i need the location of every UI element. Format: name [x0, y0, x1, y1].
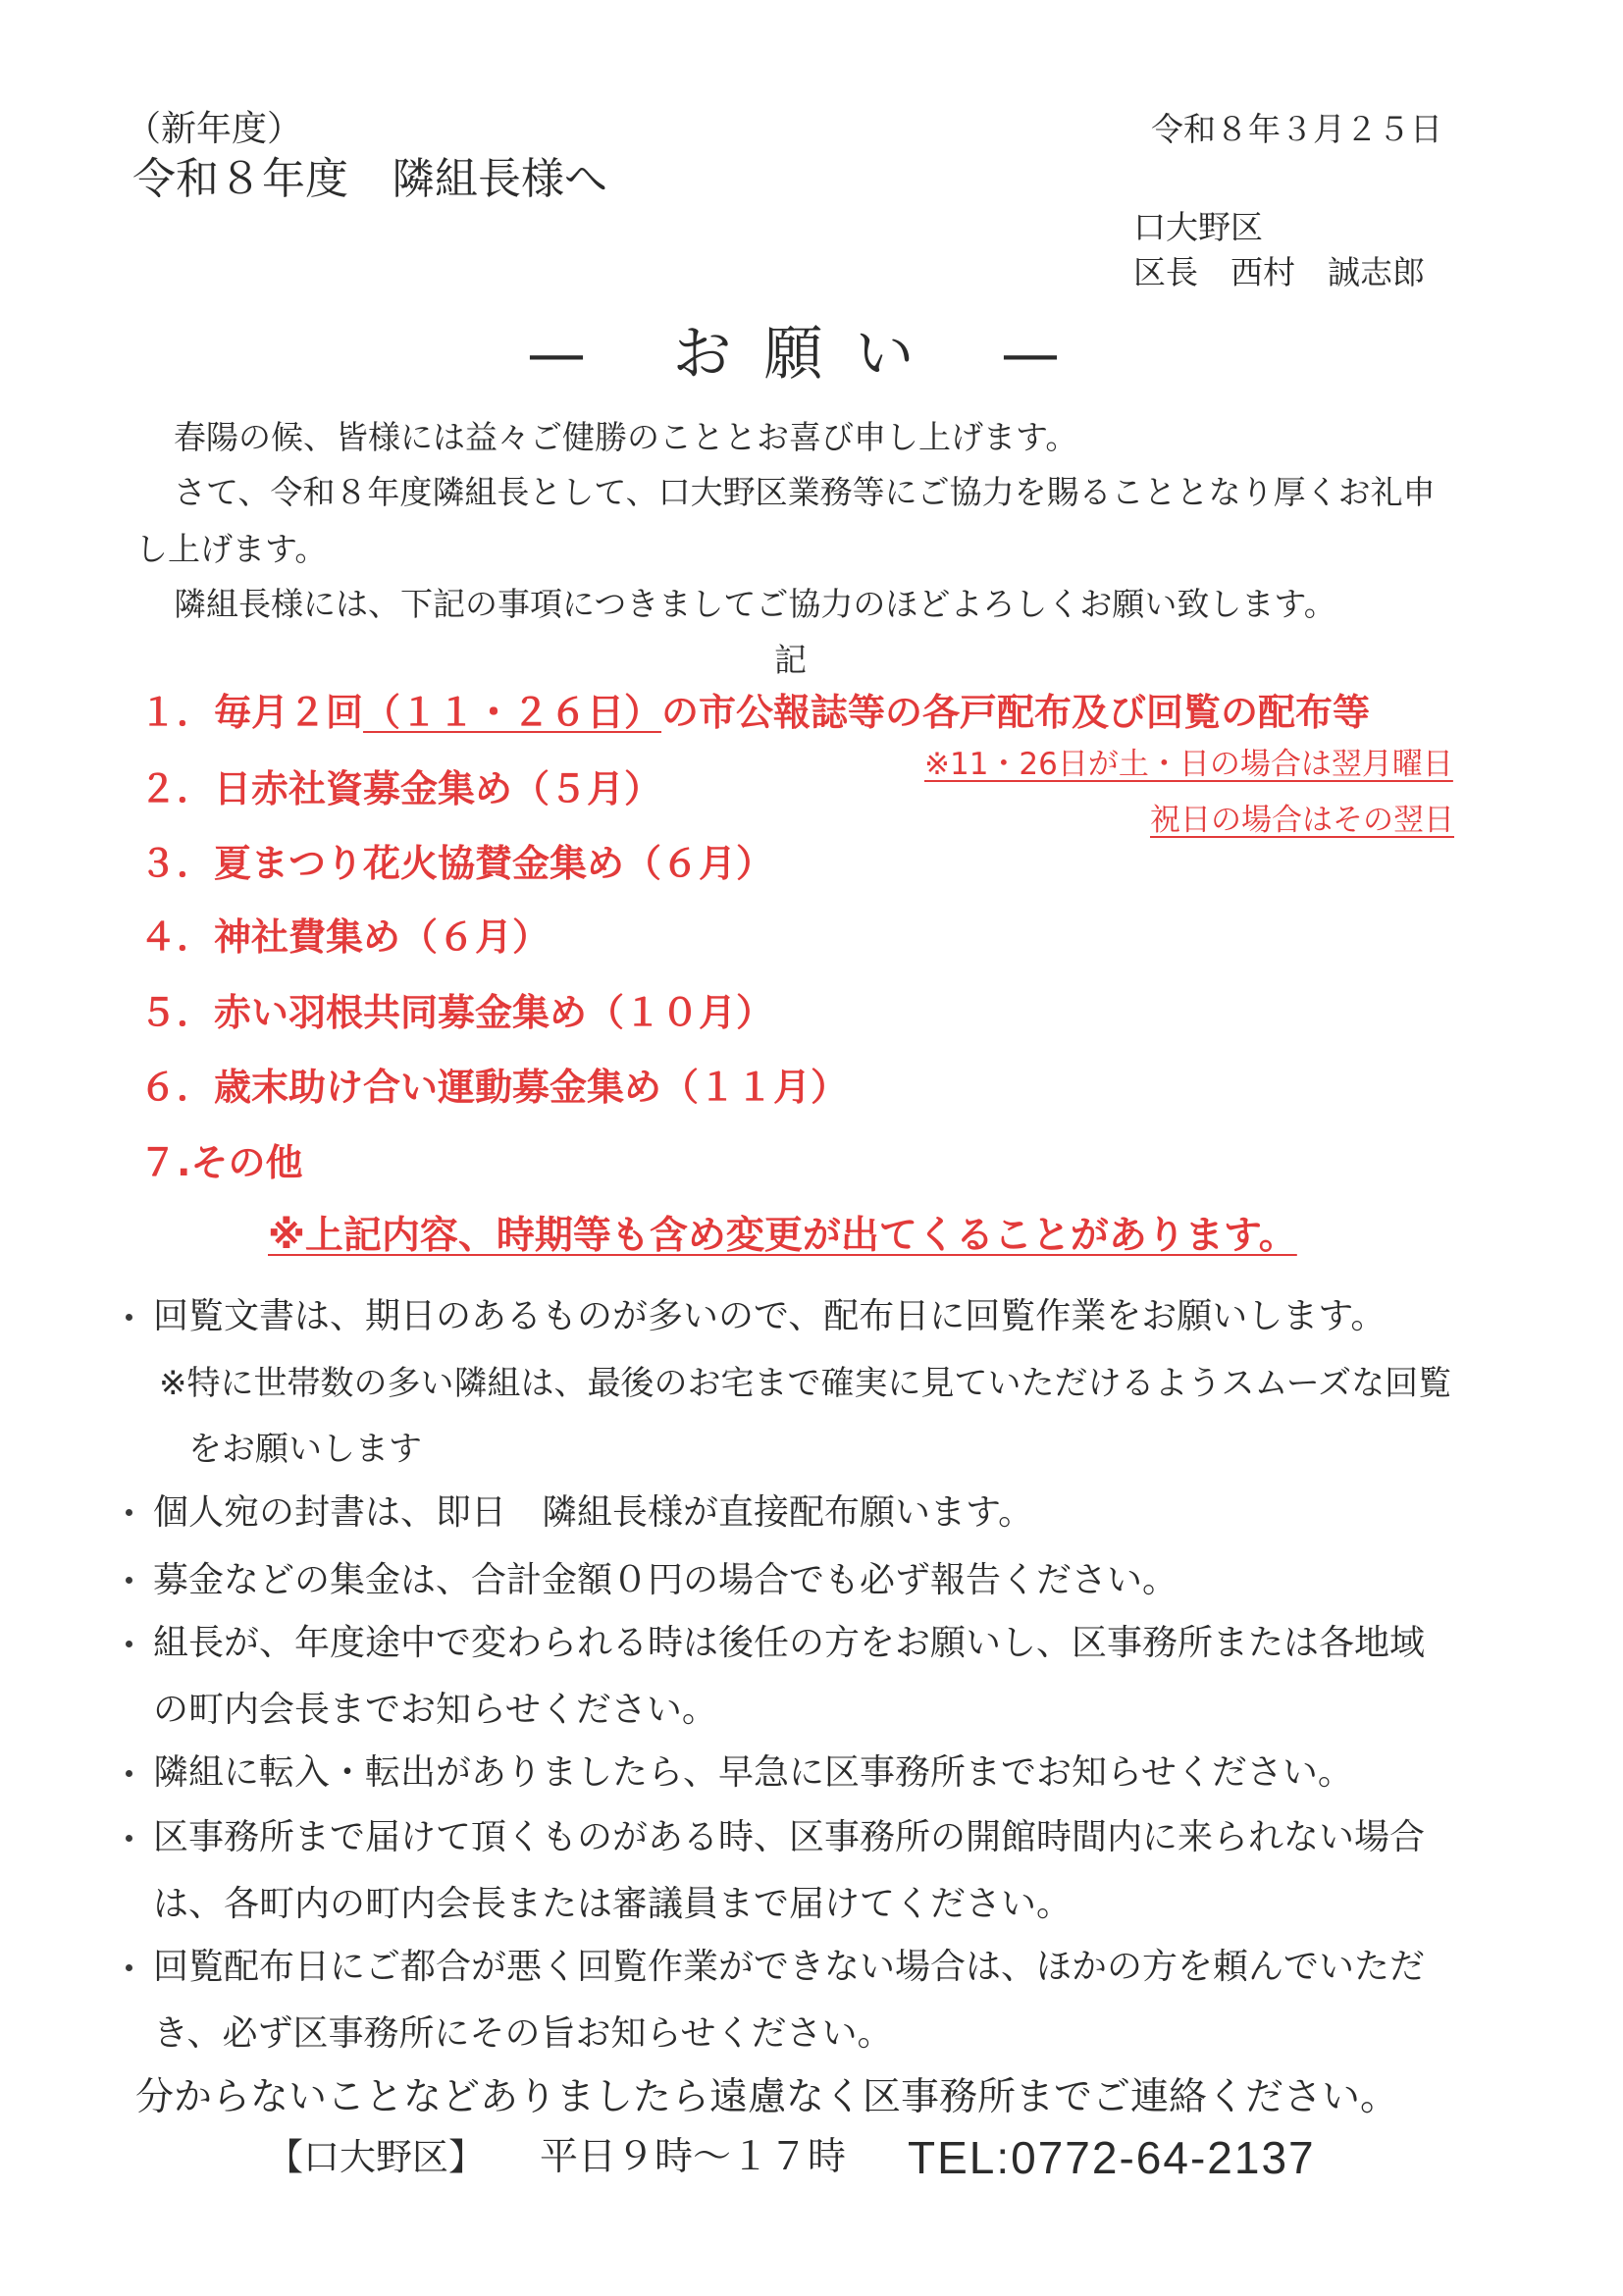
schedule-note: ※11・26日が土・日の場合は翌月曜日: [924, 747, 1453, 782]
duty-number: ５．: [139, 991, 215, 1034]
bullet-dot: [126, 1835, 132, 1842]
title-text: お願い: [672, 320, 947, 389]
title-dash-left: —: [527, 320, 586, 389]
page-title: [527, 320, 1060, 389]
bullet-dot: [126, 1641, 132, 1647]
notice-line: は、各町内の町内会長または審議員まで届けてください。: [153, 1884, 1073, 1924]
closing-line: 分からないことなどありましたら遠慮なく区事務所までご連絡ください。: [135, 2075, 1399, 2119]
duty-number: １．: [139, 691, 215, 734]
duty-number: ２．: [139, 767, 215, 810]
duty-text: 赤い羽根共同募金集め（１０月）: [214, 991, 774, 1034]
fiscal-year-note: （新年度）: [126, 109, 303, 149]
bullet-dot: [126, 1770, 132, 1777]
duty-text: その他: [190, 1141, 303, 1184]
sender-name: 区長 西村 誠志郎: [1133, 253, 1425, 291]
bullet-dot: [126, 1577, 132, 1584]
duty-item-1: [139, 691, 1371, 734]
change-warning: ※上記内容、時期等も含め変更が出てくることがあります。: [268, 1214, 1297, 1258]
notice-line: 募金などの集金は、合計金額０円の場合でも必ず報告ください。: [153, 1560, 1178, 1600]
contact-phone: TEL:0772-64-2137: [908, 2132, 1316, 2183]
bullet-dot: [126, 1314, 132, 1321]
duty-item-7: [139, 1141, 303, 1184]
recipient-line: 令和８年度 隣組長様へ: [132, 154, 607, 204]
duty-dates-underlined: （１１・２６日）: [363, 691, 662, 734]
greeting-line: 隣組長様には、下記の事項につきましてご協力のほどよろしくお願い致します。: [174, 585, 1336, 623]
notice-line: 組長が、年度途中で変わられる時は後任の方をお願いし、区事務所または各地域: [153, 1623, 1426, 1663]
bullet-dot: [126, 1509, 132, 1516]
notice-line: の町内会長までお知らせください。: [153, 1690, 717, 1730]
duty-number: ６．: [139, 1066, 215, 1109]
duty-text: 歳末助け合い運動募金集め（１１月）: [214, 1066, 849, 1109]
duty-item-2: [139, 767, 662, 810]
bullet-dot: [126, 1964, 132, 1971]
greeting-line: さて、令和８年度隣組長として、口大野区業務等にご協力を賜ることとなり厚くお礼申: [174, 473, 1436, 511]
notice-line: き、必ず区事務所にその旨お知らせください。: [153, 2013, 893, 2054]
duty-number: ７.: [139, 1141, 191, 1184]
notice-line: 回覧配布日にご都合が悪く回覧作業ができない場合は、ほかの方を頼んでいただ: [153, 1947, 1426, 1987]
duty-item-5: [139, 991, 774, 1034]
duty-item-4: [139, 915, 550, 959]
duty-item-6: [139, 1066, 849, 1109]
duty-text-after: の市公報誌等の各戸配布及び回覧の配布等: [661, 691, 1371, 734]
duty-text: 神社費集め（６月）: [214, 915, 550, 959]
schedule-note: 祝日の場合はその翌日: [1150, 803, 1454, 838]
duty-text: 毎月２回: [214, 691, 364, 734]
notice-line: 回覧文書は、期日のあるものが多いので、配布日に回覧作業をお願いします。: [153, 1296, 1387, 1336]
duty-number: ４．: [139, 915, 215, 959]
greeting-line: 春陽の候、皆様には益々ご健勝のこととお喜び申し上げます。: [174, 418, 1078, 456]
issue-date: 令和８年３月２５日: [1151, 110, 1442, 148]
duty-text: 夏まつり花火協賛金集め（６月）: [214, 842, 774, 885]
duty-text: 日赤社資募金集め（５月）: [214, 767, 662, 810]
contact-office: 【口大野区】: [267, 2136, 485, 2178]
ki-heading: 記: [774, 641, 807, 679]
notice-line: 隣組に転入・転出がありましたら、早急に区事務所までお知らせください。: [153, 1752, 1353, 1793]
title-dash-right: —: [1001, 320, 1060, 389]
notice-line: 個人宛の封書は、即日 隣組長様が直接配布願います。: [153, 1492, 1034, 1533]
sender-organization: 口大野区: [1133, 208, 1263, 246]
notice-subnote: をお願いします: [188, 1430, 422, 1469]
duty-item-3: [139, 842, 774, 885]
greeting-line: し上げます。: [135, 530, 328, 568]
notice-line: 区事務所まで届けて頂くものがある時、区事務所の開館時間内に来られない場合: [153, 1817, 1426, 1857]
notice-subnote: ※特に世帯数の多い隣組は、最後のお宅まで確実に見ていただけるようスムーズな回覧: [159, 1364, 1452, 1403]
contact-hours: 平日９時～１７時: [540, 2135, 847, 2179]
duty-number: ３．: [139, 842, 215, 885]
